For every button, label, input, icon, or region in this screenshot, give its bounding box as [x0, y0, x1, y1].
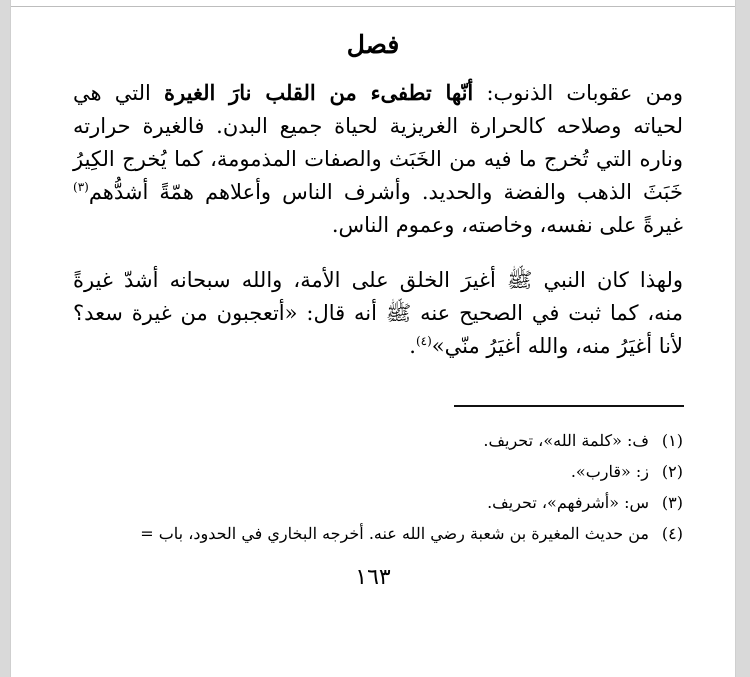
footnote-ref-3: (٣) [73, 180, 89, 194]
footnote-4 [73, 518, 683, 549]
footnote-number: (٣) [661, 493, 683, 512]
footnote-1 [73, 425, 683, 456]
paragraph-1-line-2: لحياته وصلاحه كالحرارة الغريزية لحياة جميع البدن. فالغيرة حرارته [73, 114, 683, 138]
section-title: فصل [346, 30, 400, 59]
paragraph-2-line-2: منه، كما ثبت في الصحيح عنه ﷺ أنه قال: «أتعجبون من غيرة سعد؟ [73, 301, 683, 325]
footnote-text: س: «أشرفهم»، تحريف. [487, 493, 649, 512]
line-1-end: التي هي [73, 81, 165, 105]
footnote-number: (٢) [661, 462, 683, 481]
footnote-separator [454, 405, 684, 407]
line-1-emphasis: أنّها تطفىء من القلب نارَ الغيرة [164, 80, 474, 105]
footnote-3 [73, 487, 683, 518]
paragraph-1-line-1 [73, 76, 683, 110]
footnote-text: ز: «قارب». [570, 462, 649, 481]
line-3-end: . [409, 334, 416, 358]
paragraph-2-line-1: ولهذا كان النبي ﷺ أغيرَ الخلق على الأمة، والله سبحانه أشدّ غيرةً [73, 268, 683, 292]
footnote-number: (١) [661, 431, 683, 450]
page-number: ١٦٣ [355, 565, 391, 590]
paragraph-2-line-3 [73, 330, 683, 363]
line-3-text: لأنا أغيَرُ منه، والله أغيَرُ منّي» [431, 334, 683, 358]
paragraph-2 [73, 264, 683, 363]
top-edge [11, 0, 735, 7]
line-1-intro: ومن عقوبات الذنوب: [473, 81, 683, 105]
paragraph-1-line-3: وناره التي تُخرج ما فيه من الخَبَث والصفات المذمومة، كما يُخرج الكِيرُ [73, 147, 683, 171]
footnote-text: ف: «كلمة الله»، تحريف. [483, 431, 649, 450]
book-page [10, 0, 736, 677]
paragraph-1-line-4 [73, 176, 683, 209]
footnote-ref-4: (٤) [415, 334, 432, 348]
footnote-number: (٤) [661, 524, 683, 543]
line-4-text: خَبَثَ الذهب والفضة والحديد. وأشرف الناس وأعلاهم همّةً أشدُّهم [88, 180, 683, 204]
footnote-2 [73, 456, 683, 487]
footnotes [73, 425, 683, 549]
footnote-text: من حديث المغيرة بن شعبة رضي الله عنه. أخرجه البخاري في الحدود، باب = [140, 524, 649, 543]
paragraph-1-line-5: غيرةً على نفسه، وخاصته، وعموم الناس. [331, 213, 683, 237]
paragraph-1 [73, 76, 683, 242]
